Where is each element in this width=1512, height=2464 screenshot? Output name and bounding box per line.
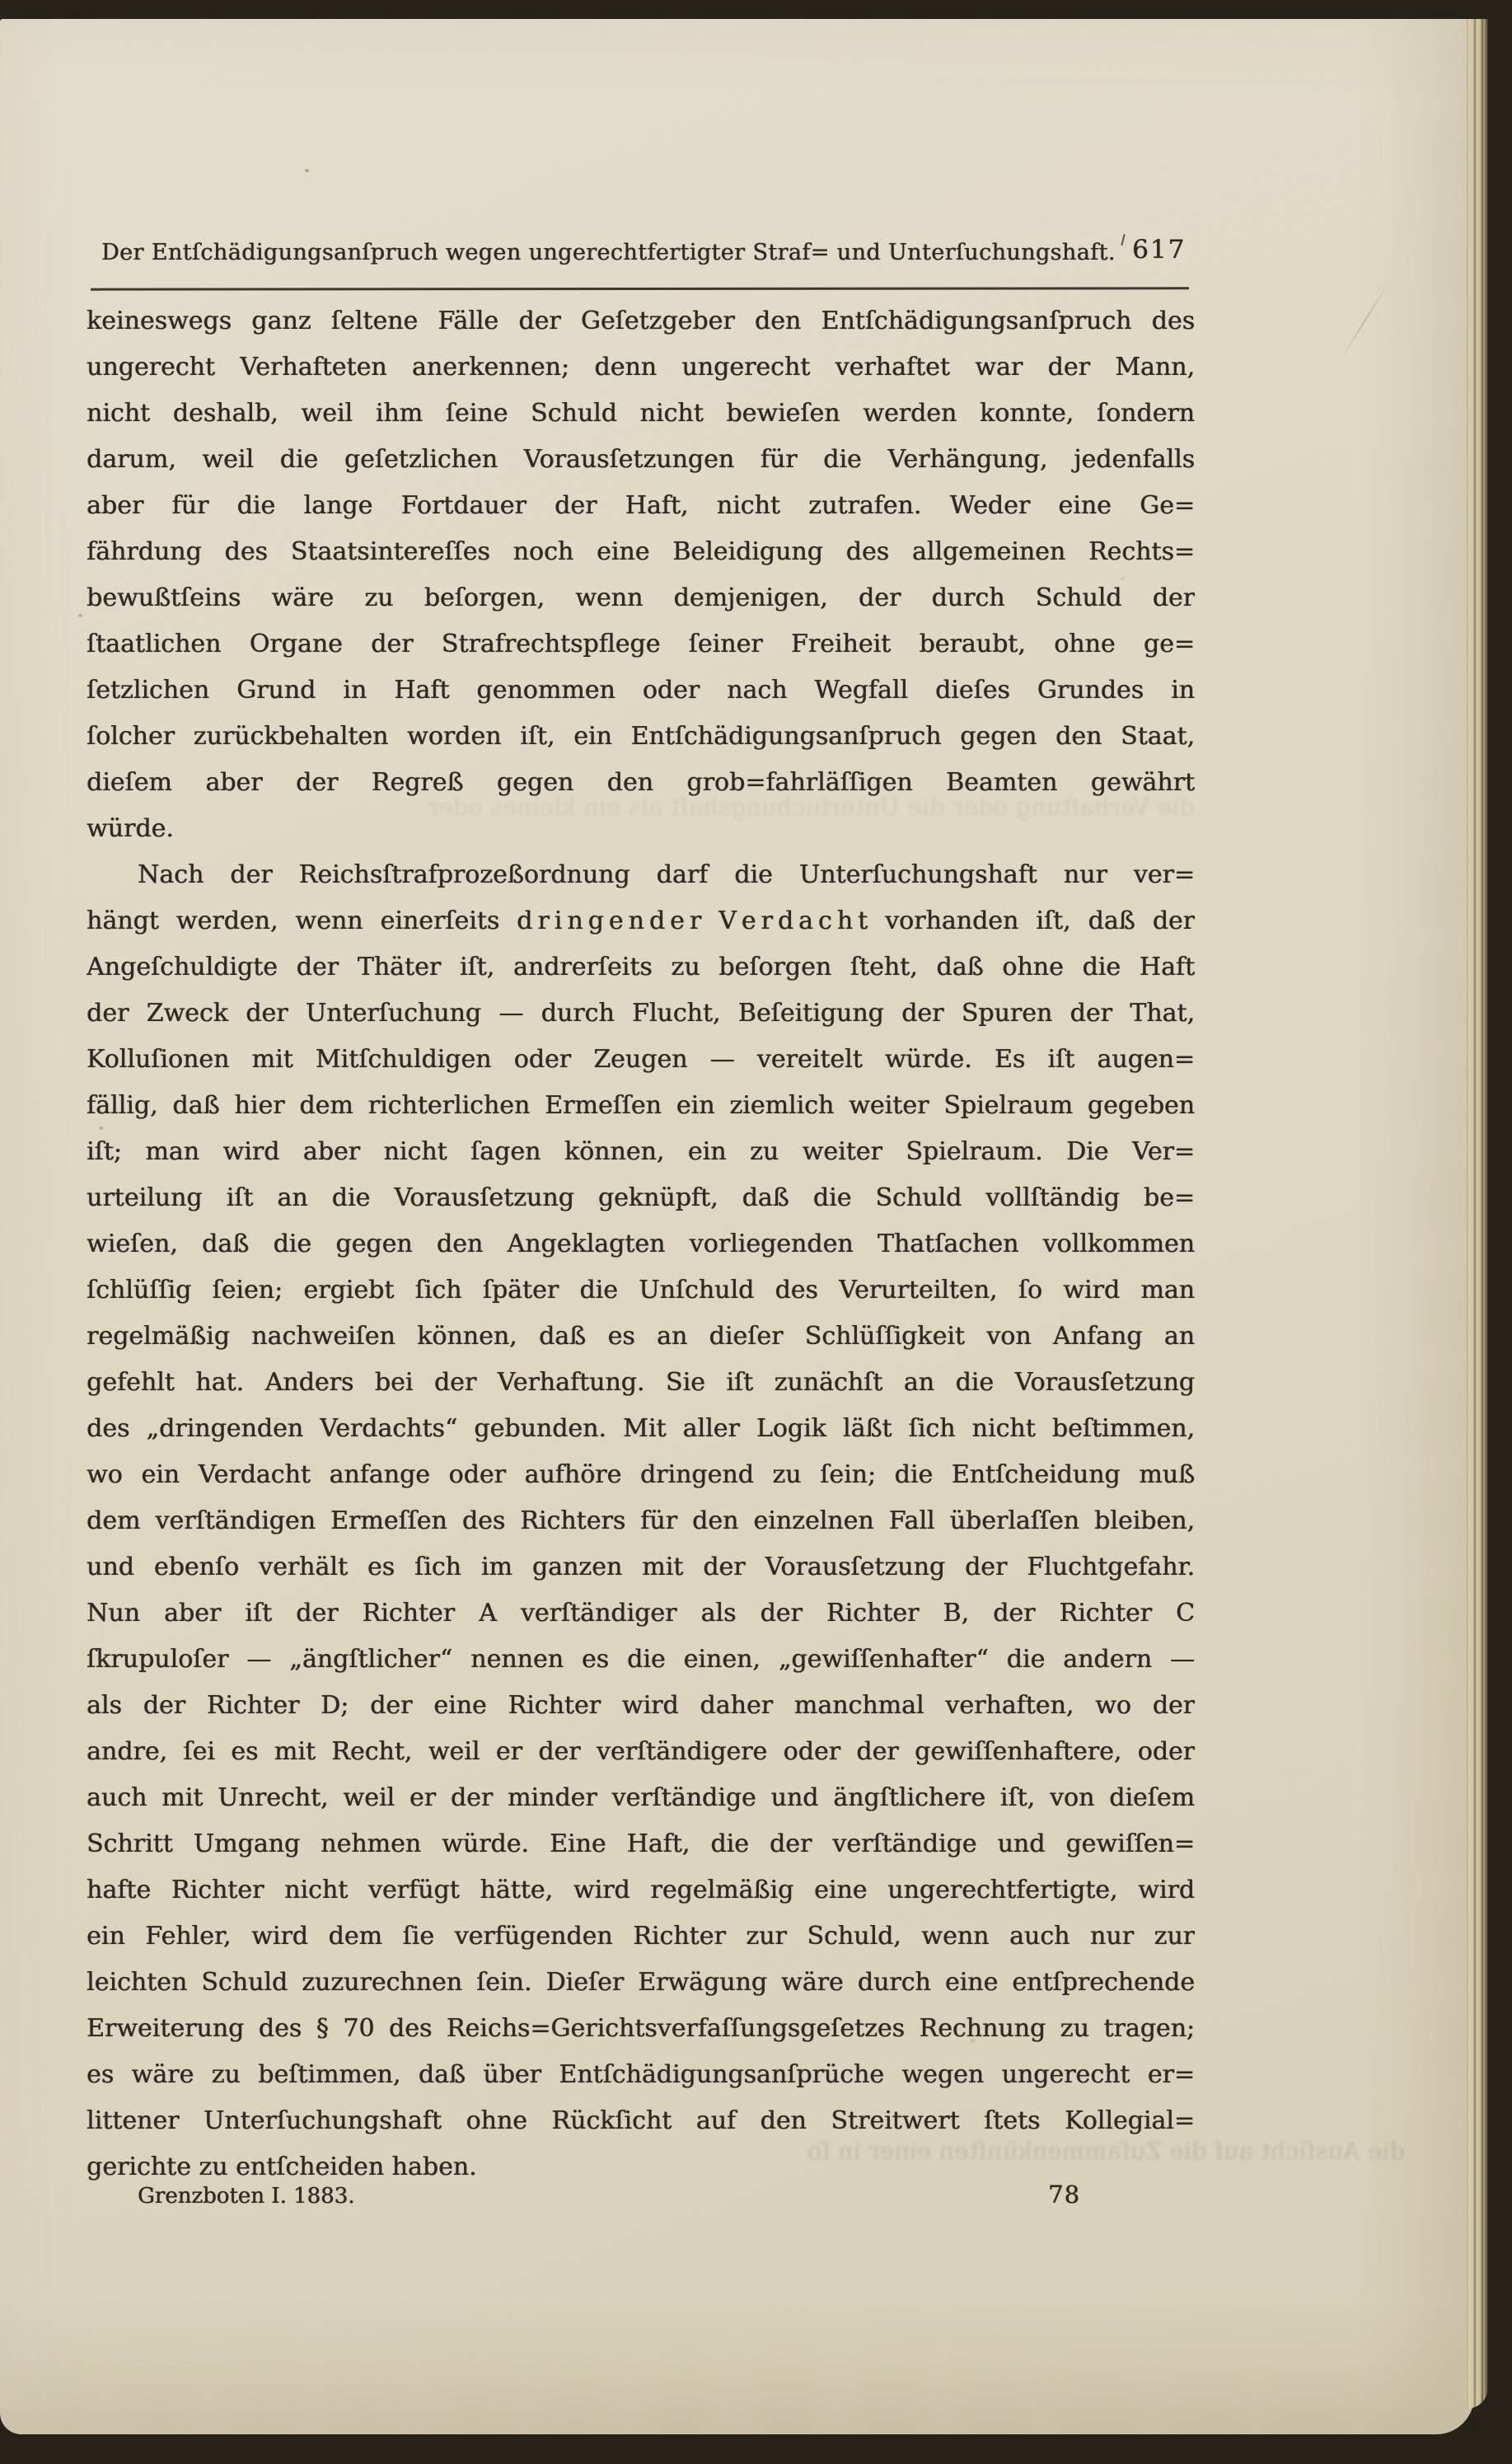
body-line: auch mit Unrecht, weil er der minder verſtändige und ängſtlichere iſt, von dieſem (87, 1783, 1195, 1812)
body-line: gefehlt hat. Anders bei der Verhaftung. Sie iſt zunächſt an die Vorausſetzung (87, 1368, 1195, 1397)
body-line: wo ein Verdacht anfange oder aufhöre dringend zu ſein; die Entſcheidung muß (87, 1460, 1195, 1489)
body-line: wieſen, daß die gegen den Angeklagten vorliegenden Thatſachen vollkommen (87, 1230, 1195, 1258)
body-line: würde. (87, 814, 174, 843)
body-line: iſt; man wird aber nicht ſagen können, ein zu weiter Spielraum. Die Ver= (87, 1137, 1195, 1166)
body-line: Angeſchuldigte der Thäter iſt, andrerſeits zu beſorgen ſteht, daß ohne die Haft (87, 953, 1195, 981)
footer-sheet-signature: 78 (1048, 2181, 1080, 2209)
body-line: ungerecht Verhafteten anerkennen; denn ungerecht verhaftet war der Mann, (87, 353, 1195, 382)
body-line: Kolluſionen mit Mitſchuldigen oder Zeugen — vereitelt würde. Es iſt augen= (87, 1045, 1195, 1074)
body-line: dem verſtändigen Ermeſſen des Richters für den einzelnen Fall überlaſſen bleiben, (87, 1506, 1195, 1535)
body-line: Schritt Umgang nehmen würde. Eine Haft, die der verſtändige und gewiſſen= (87, 1829, 1195, 1858)
body-line: darum, weil die geſetzlichen Vorausſetzungen für die Verhängung, jedenfalls (87, 445, 1195, 474)
body-line: regelmäßig nachweiſen können, daß es an dieſer Schlüſſigkeit von Anfang an (87, 1322, 1195, 1351)
body-line: als der Richter D; der eine Richter wird daher manchmal verhaften, wo der (87, 1691, 1195, 1720)
body-line: und ebenſo verhält es ſich im ganzen mit der Vorausſetzung der Fluchtgefahr. (87, 1553, 1195, 1581)
body-line: littener Unterſuchungshaft ohne Rückſicht auf den Streitwert ſtets Kollegial= (87, 2106, 1195, 2135)
body-line: gerichte zu entſcheiden haben. (87, 2152, 477, 2181)
body-line: hängt werden, wenn einerſeits d r i n g e n d e r V e r d a c h t vorhanden iſt, daß der (87, 906, 1195, 935)
running-head-title: Der Entſchädigungsanſpruch wegen ungerechtfertigter Straf= und Unterſuchungshaft. (101, 240, 1116, 265)
footer-journal-imprint: Grenzboten I. 1883. (138, 2184, 355, 2209)
body-line: bewußtſeins wäre zu beſorgen, wenn demjenigen, der durch Schuld der (87, 583, 1195, 612)
body-line: ſtaatlichen Organe der Strafrechtspflege ſeiner Freiheit beraubt, ohne ge= (87, 630, 1195, 658)
body-line: hafte Richter nicht verfügt hätte, wird regelmäßig eine ungerechtfertigte, wird (87, 1876, 1195, 1904)
body-line: ein Fehler, wird dem ſie verfügenden Richter zur Schuld, wenn auch nur zur (87, 1922, 1195, 1951)
page-number: 617 (1132, 235, 1187, 265)
book-page-edge (1467, 19, 1488, 2409)
body-line: dieſem aber der Regreß gegen den grob=fahrläſſigen Beamten gewährt (87, 768, 1195, 797)
body-line: des „dringenden Verdachts“ gebunden. Mit aller Logik läßt ſich nicht beſtimmen, (87, 1414, 1195, 1443)
body-line: Nach der Reichsſtrafprozeßordnung darf die Unterſuchungshaft nur ver= (138, 860, 1195, 889)
body-line: andre, ſei es mit Recht, weil er der verſtändigere oder der gewiſſenhaftere, oder (87, 1737, 1195, 1766)
body-text (87, 298, 1195, 2190)
body-line: es wäre zu beſtimmen, daß über Entſchädigungsanſprüche wegen ungerecht er= (87, 2060, 1195, 2089)
body-line: fällig, daß hier dem richterlichen Ermeſſen ein ziemlich weiter Spielraum gegeben (87, 1091, 1195, 1120)
body-line: leichten Schuld zuzurechnen ſein. Dieſer Erwägung wäre durch eine entſprechende (87, 1968, 1195, 1997)
body-line: urteilung iſt an die Vorausſetzung geknüpft, daß die Schuld vollſtändig be= (87, 1183, 1195, 1212)
body-line: fährdung des Staatsintereſſes noch eine Beleidigung des allgemeinen Rechts= (87, 537, 1195, 566)
body-line: ſchlüſſig ſeien; ergiebt ſich ſpäter die Unſchuld des Verurteilten, ſo wird man (87, 1276, 1195, 1305)
body-line: ſetzlichen Grund in Haft genommen oder nach Wegfall dieſes Grundes in (87, 676, 1195, 705)
body-line: nicht deshalb, weil ihm ſeine Schuld nicht bewieſen werden konnte, ſondern (87, 399, 1195, 428)
body-line: keineswegs ganz ſeltene Fälle der Geſetzgeber den Entſchädigungsanſpruch des (87, 307, 1195, 335)
body-line: Erweiterung des § 70 des Reichs=Gerichtsverfaſſungsgeſetzes Rechnung zu tragen; (87, 2014, 1195, 2043)
body-line: der Zweck der Unterſuchung — durch Flucht, Beſeitigung der Spuren der That, (87, 999, 1195, 1028)
body-line: aber für die lange Fortdauer der Haft, nicht zutrafen. Weder eine Ge= (87, 491, 1195, 520)
paper-speck (305, 169, 309, 172)
body-line: Nun aber iſt der Richter A verſtändiger als der Richter B, der Richter C (87, 1599, 1195, 1628)
body-line: ſolcher zurückbehalten worden iſt, ein Entſchädigungsanſpruch gegen den Staat, (87, 722, 1195, 751)
body-line: ſkrupuloſer — „ängſtlicher“ nennen es die einen, „gewiſſenhafter“ die andern — (87, 1645, 1195, 1674)
